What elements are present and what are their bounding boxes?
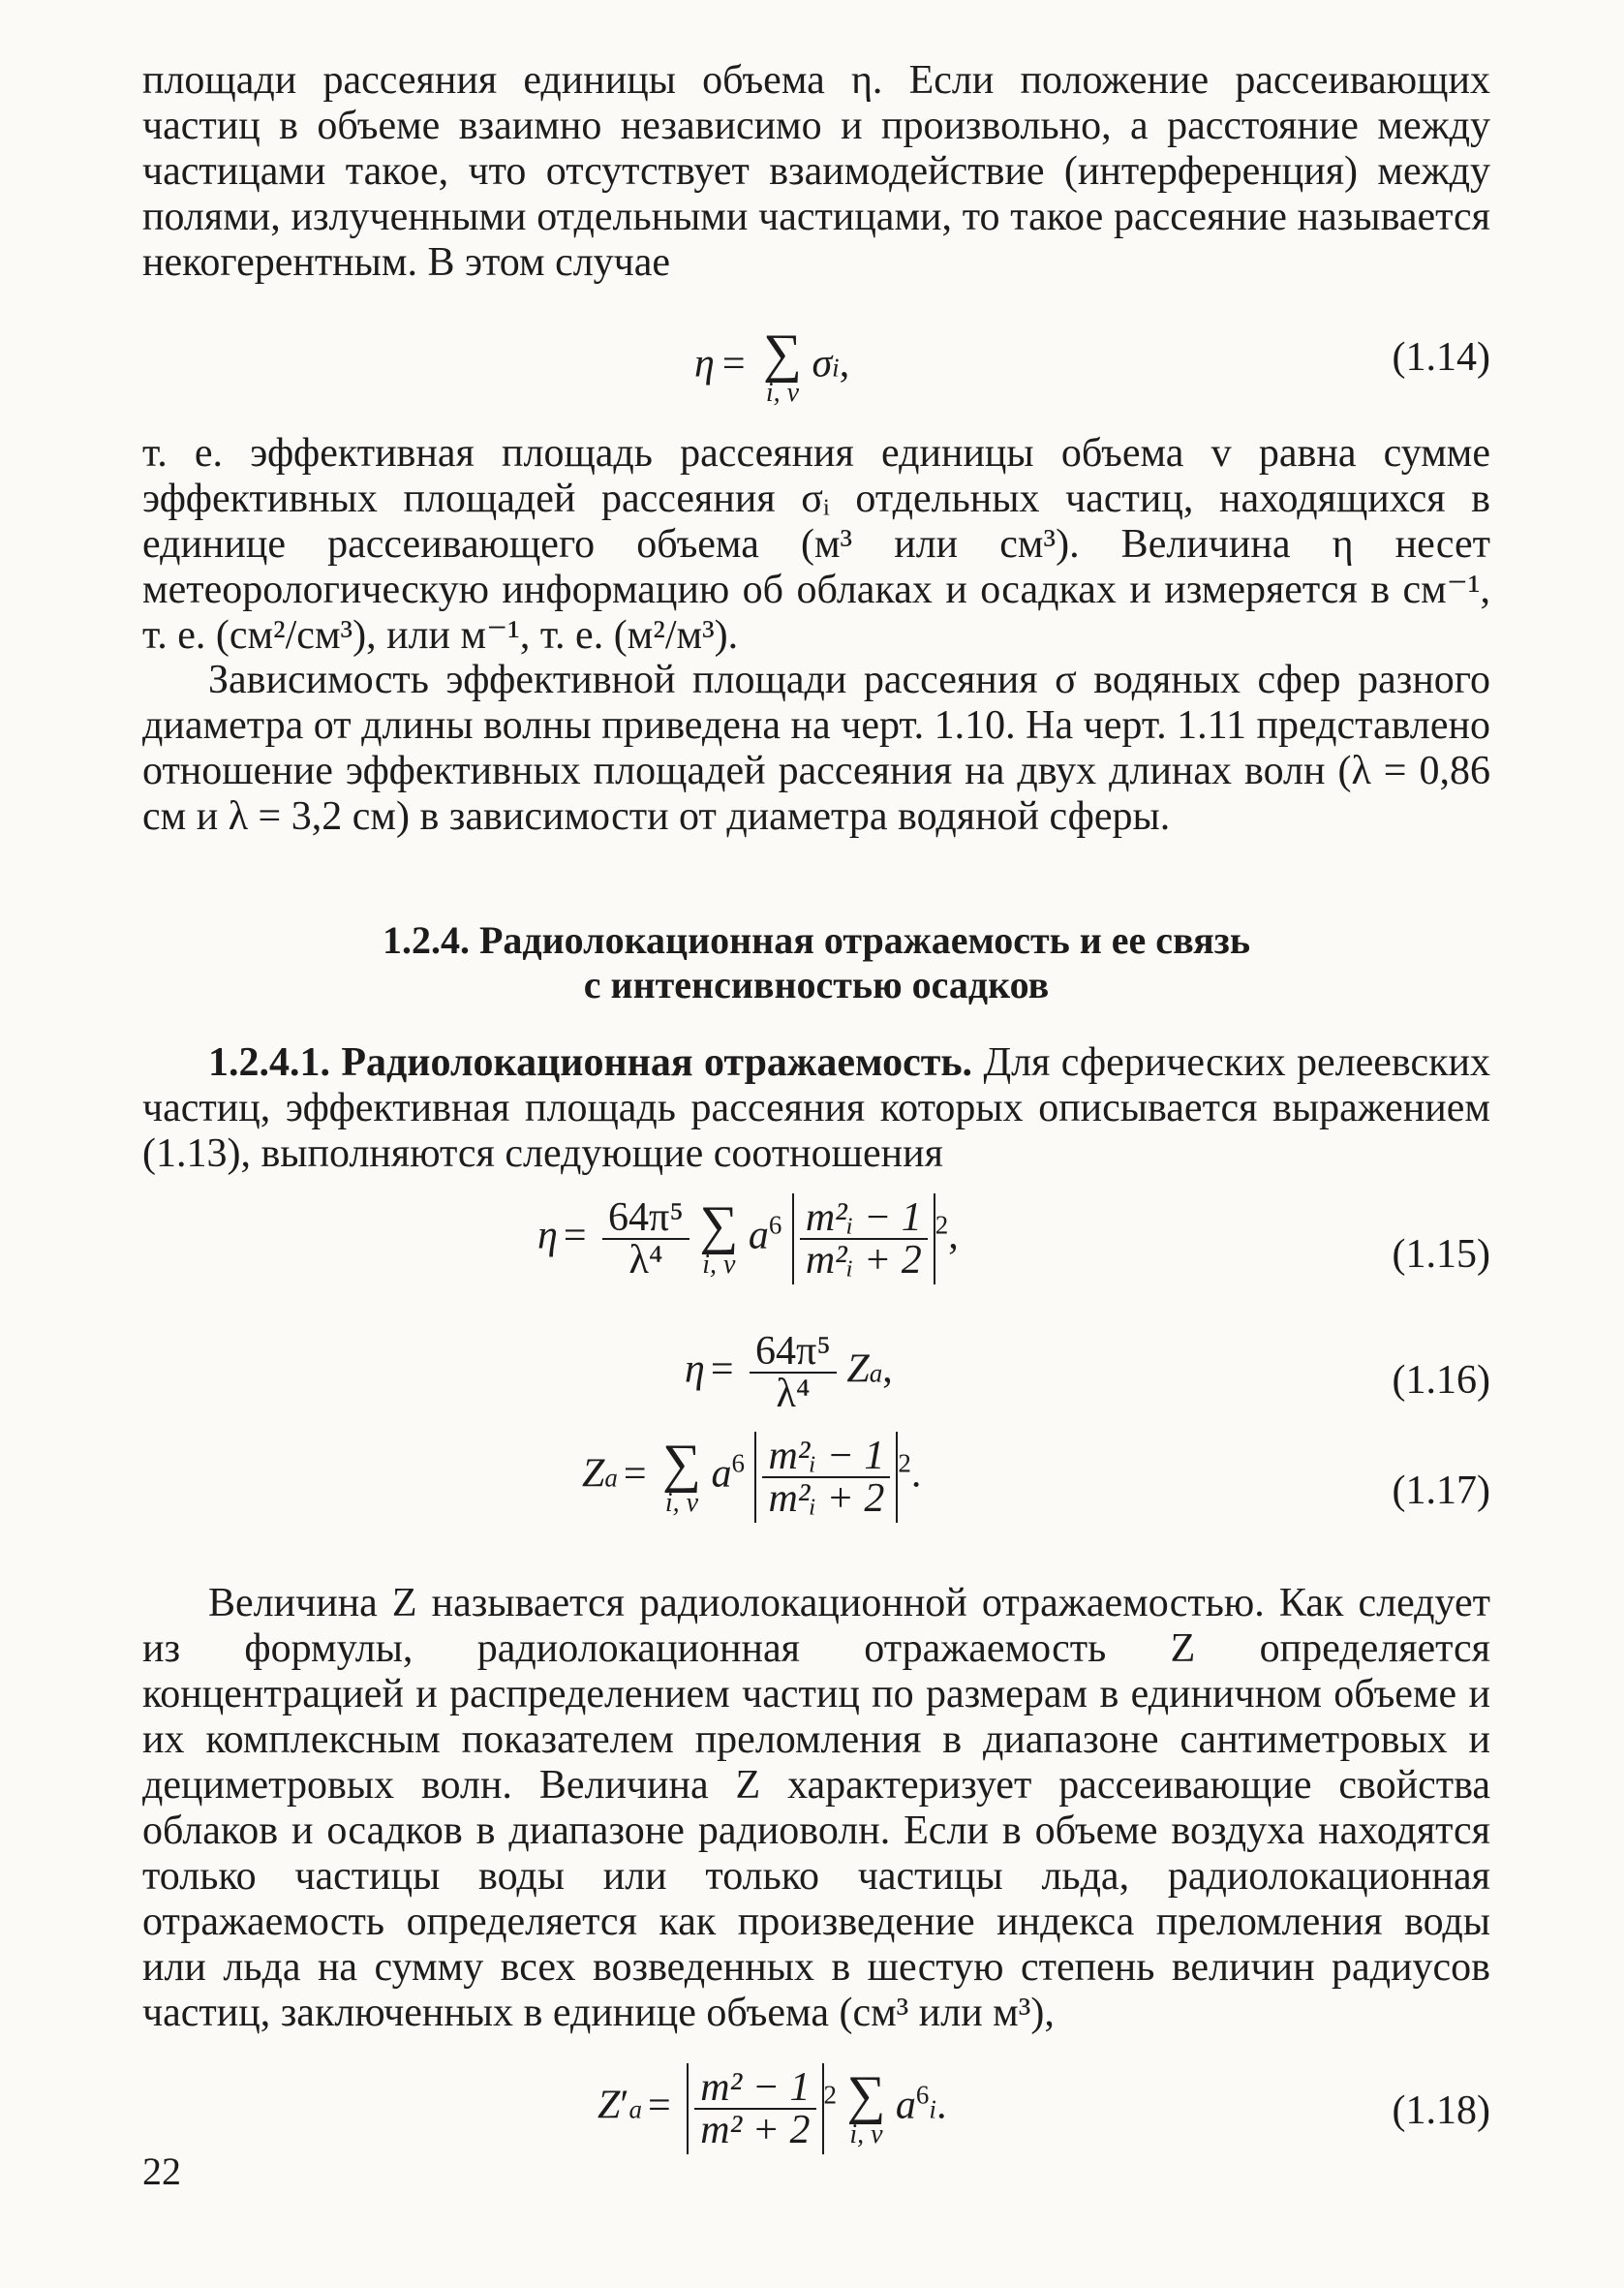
equation-1-16 [142,1331,1490,1428]
equation-1-15 [142,1193,1490,1319]
formula-1-15: η = $\frac{\text{64π⁵}}{\text{λ⁴}}$ ∑ i, v $a^6$ $\frac{\text{m²ᵢ − 1}}{\text{m²ᵢ + 2}}$ $^2$, [537,1195,959,1283]
formula-1-17: Za = ∑ i, v $a^6$ $\frac{\text{m²ᵢ − 1}}{\text{m²ᵢ + 2}}$ $^2$. [582,1434,922,1521]
absolute-value: $\frac{\text{m²ᵢ − 1}}{\text{m²ᵢ + 2}}$ [792,1193,935,1284]
fraction: $\frac{\text{64π⁵}}{\text{λ⁴}}$ [750,1331,837,1414]
sum-symbol: ∑ i, v [662,1434,701,1518]
paragraph-definition [142,431,1490,659]
section-heading: 1.2.4. Радиолокационная отражаемость и ее связь с интенсивностью осадков [382,918,1251,1006]
paragraph-text: т. е. эффективная площадь рассеяния единицы объема v равна сумме эффективных площадей рассеяния σᵢ отдельных частиц, находящихся в единице рассеивающего объема (м³ или см³). Величина η несет метеорологическую информацию об облаках и осадках и измеряется в см⁻¹, т. е. (см²/см³), или м⁻¹, т. е. (м²/м³). [142,431,1490,658]
absolute-value: $\frac{\text{m²ᵢ − 1}}{\text{m²ᵢ + 2}}$ [754,1432,898,1523]
paragraph-z-meaning [142,1581,1490,2036]
equation-1-14 [142,324,1490,415]
fraction: $\frac{\text{64π⁵}}{\text{λ⁴}}$ [602,1197,689,1281]
sum-symbol: ∑ i, v [846,2065,886,2149]
equation-number: (1.15) [1392,1232,1490,1277]
equation-number: (1.17) [1392,1469,1490,1513]
paragraph-text: Зависимость эффективной площади рассеяния σ водяных сфер разного диаметра от длины волны приведена на черт. 1.10. На черт. 1.11 представлено отношение эффективных площадей рассеяния на двух длинах волн (λ = 0,86 см и λ = 3,2 см) в зависимости от диаметра водяной сферы. [142,658,1490,839]
paragraph-intro [142,58,1490,286]
formula-1-16: η = $\frac{\text{64π⁵}}{\text{λ⁴}}$ Za, [685,1329,893,1416]
paragraph-dependence [142,658,1490,840]
equation-number: (1.18) [1392,2088,1490,2133]
equation-number: (1.14) [1392,335,1490,380]
paragraph-text: Величина Z называется радиолокационной отражаемостью. Как следует из формулы, радиолокационная отражаемость Z определяется концентрацией и распределением частиц по размерам в единичном объеме и их комплексным показателем преломления в диапазоне сантиметровых и дециметровых волн. Величина Z характеризует рассеивающие свойства облаков и осадков в диапазоне радиоволн. Если в объеме воздуха находятся только частицы воды или только частицы льда, радиолокационная отражаемость определяется как произведение индекса преломления воды или льда на сумму всех возведенных в шестую степень величин радиусов частиц, заключенных в единице объема (см³ или м³), [142,1581,1490,2035]
sum-symbol: ∑ i, v [763,324,802,408]
equation-number: (1.16) [1392,1358,1490,1403]
equation-1-17 [142,1432,1490,1558]
formula-1-14: η = ∑ i, v σi, [694,324,850,408]
page-number: 22 [142,2149,181,2193]
equation-1-18 [142,2063,1490,2180]
paragraph-text: площади рассеяния единицы объема η. Если положение рассеивающих частиц в объеме взаимно независимо и произвольно, а расстояние между частицами такое, что отсутствует взаимодействие (интерференция) между полями, излученными отдельными частицами, то такое рассеяние называется некогерентным. В этом случае [142,58,1490,285]
subsection-title: 1.2.4.1. Радиолокационная отражаемость. [208,1040,973,1085]
absolute-value: $\frac{\text{m² − 1}}{\text{m² + 2}}$ [687,2063,823,2154]
paragraph-reflectivity [142,1040,1490,1177]
paragraph-text: 1.2.4.1. Радиолокационная отражаемость. Для сферических релеевских частиц, эффективная площадь рассеяния которых описывается выражением (1.13), выполняются следующие соотношения [142,1040,1490,1176]
sum-symbol: ∑ i, v [699,1195,739,1280]
formula-1-18: Z′a = $\frac{\text{m² − 1}}{\text{m² + 2}}$ $^2$ ∑ i, v $a^6i$. [598,2065,947,2152]
